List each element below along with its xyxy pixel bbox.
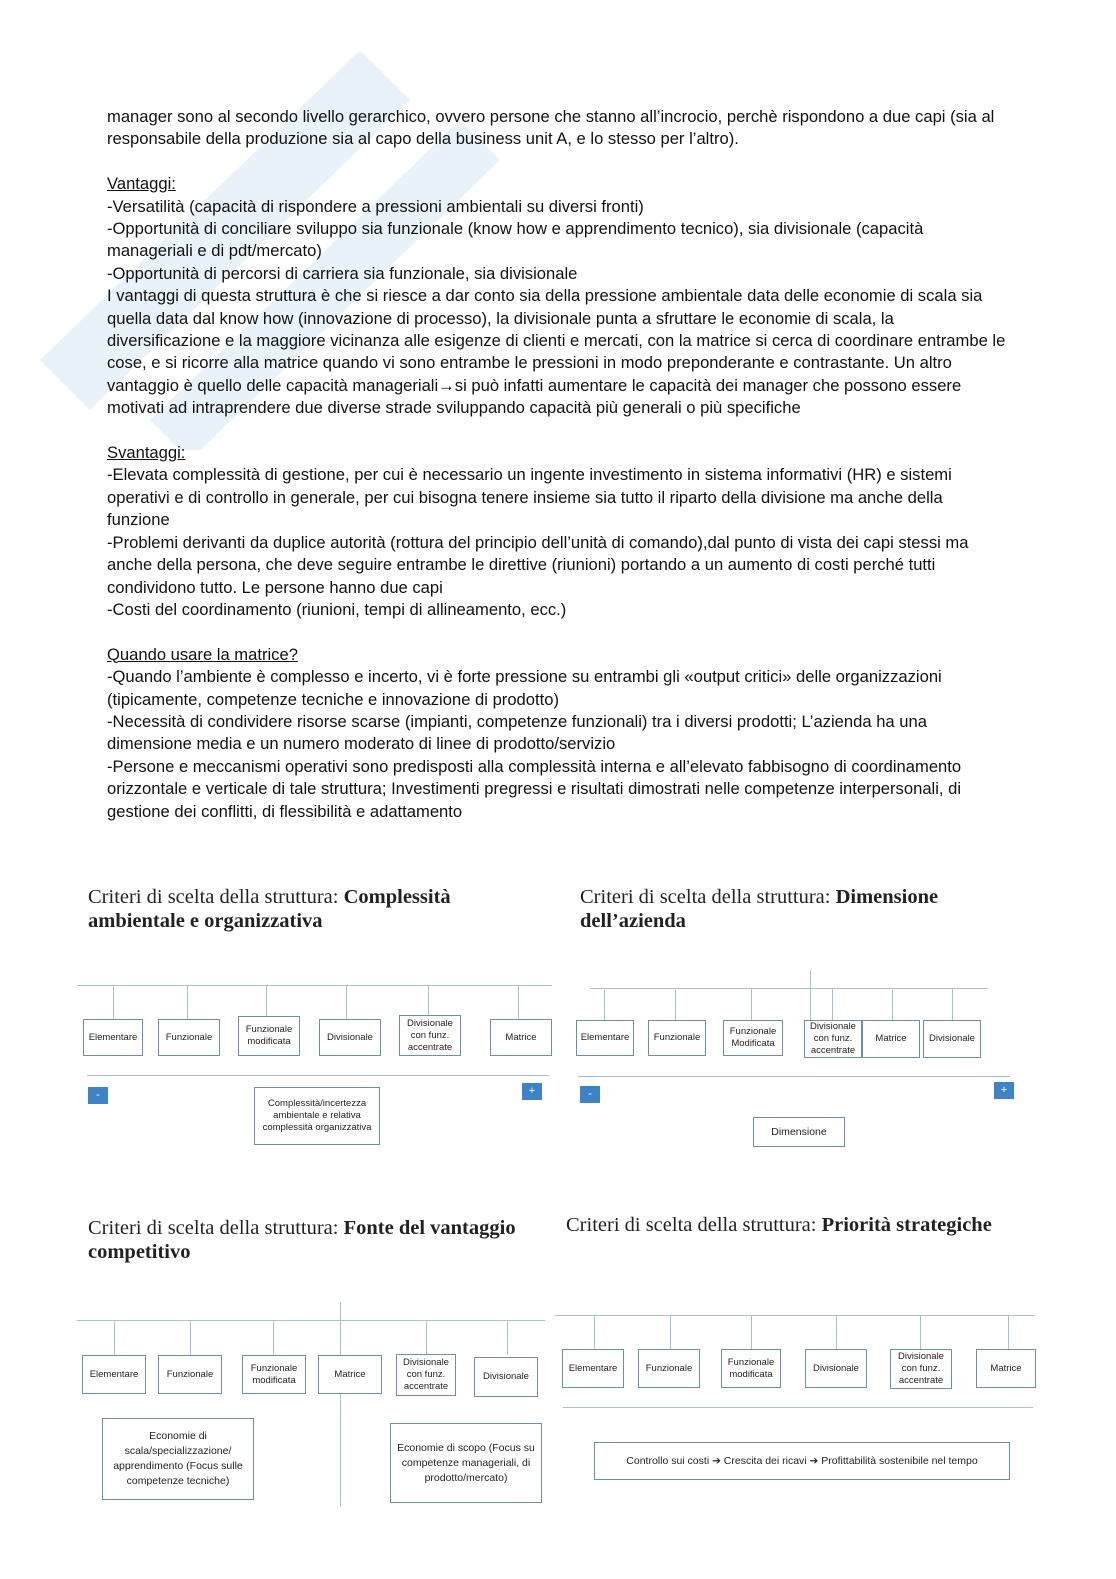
slide-4-box-elementare: Elementare (562, 1349, 624, 1388)
slide-4-axis (563, 1407, 1033, 1408)
paragraph: manager sono al secondo livello gerarchico, ovvero persone che stanno all’incrocio, perchè rispondono a due capi (sia al responsabile della produzione sia al capo della business unit A, e lo stesso per l’altro). (107, 107, 995, 149)
connector (346, 985, 347, 1019)
paragraph: -Persone e meccanismi operativi sono predisposti alla complessità interna e all’elevato fabbisogno di coordinamento orizzontale e verticale di tale struttura; Investimenti pregressi e risultati dimostrati nelle competenze interpersonali, di gestione dei conflitti, di flessibilità e adattamento (107, 756, 962, 821)
slide-1-axis (87, 1075, 549, 1076)
slide-2-box-funzionale-modificata: Funzionale Modificata (723, 1020, 783, 1056)
paragraph: I vantaggi di questa struttura è che si riesce a dar conto sia della pressione ambientale data delle economie di scala sia quella data dal know how (innovazione di processo), la divisionale punta a sfruttare le economie di scala, la diversificazione e la maggiore vicinanza alle esigenze di clienti e mercati, con la matrice si cerca di coordinare entrambe le cose, e si ricorre alla matrice quando vi sono entrambe le pressioni in modo preponderante e contrastante. Un altro vantaggio è quello delle capacità manageriali→si può infatti aumentare le capacità dei manager che possono essere motivati ad intraprendere due diverse strade sviluppando capacità più generali o più specifiche (107, 286, 1006, 418)
connector (426, 1320, 427, 1355)
paragraph: -Opportunità di conciliare sviluppo sia funzionale (know how e apprendimento tecnico), sia divisionale (capacità manageriali e di pdt/mercato) (107, 219, 924, 261)
paragraph: -Quando l’ambiente è complesso e incerto, vi è forte pressione su entrambi gli «output critici» delle organizzazioni (tipicamente, competenze tecniche e innovazione di prodotto) (107, 667, 942, 709)
connector (836, 1315, 837, 1349)
connector (751, 988, 752, 1020)
connector (428, 985, 429, 1015)
slide-3-box-elementare: Elementare (82, 1355, 146, 1394)
connector (113, 985, 114, 1019)
slide-2-axis-label: Dimensione (753, 1117, 845, 1147)
paragraph: -Elevata complessità di gestione, per cui è necessario un ingente investimento in sistema informativi (HR) e sistemi operativi e di controllo in generale, per cui bisogna tenere insieme sia tutto il riparto della divisione ma anche della funzione (107, 465, 952, 530)
plus-icon: + (994, 1082, 1014, 1099)
connector (670, 1315, 671, 1349)
slide-4-title: Criteri di scelta della struttura: Priorità strategiche (566, 1214, 992, 1236)
minus-icon: - (580, 1086, 600, 1103)
slide-2-title: Criteri di scelta della struttura: Dimensione dell’azienda (580, 886, 939, 932)
slide-3-box-matrice: Matrice (318, 1355, 382, 1394)
section-heading: Vantaggi: (107, 174, 176, 194)
slide-4-box-funzionale-modificata: Funzionale modificata (721, 1349, 781, 1388)
slide-2-top-line (590, 988, 988, 989)
connector (751, 1315, 752, 1349)
slide-1-box-funzionale-modificata: Funzionale modificata (238, 1016, 300, 1056)
connector (273, 1320, 274, 1355)
slide-3-box-funzionale-modificata: Funzionale modificata (242, 1355, 306, 1394)
slide-1-box-elementare: Elementare (83, 1019, 143, 1056)
connector (604, 988, 605, 1020)
connector (594, 1315, 595, 1349)
connector (952, 988, 953, 1020)
paragraph: -Problemi derivanti da duplice autorità (rottura del principio dell’unità di comando),dal punto di vista dei capi stessi ma anche della persona, che deve seguire entrambe le direttive (riunioni) portando a un aumento di costi perché tutti condividono tutto. Le persone hanno due capi (107, 532, 969, 597)
paragraph: -Necessità di condividere risorse scarse (impianti, competenze funzionali) tra i diversi prodotti; L’azienda ha una dimensione media e un numero moderato di linee di prodotto/servizio (107, 711, 927, 754)
slide-3-label-right: Economie di scopo (Focus su competenze manageriali, di prodotto/mercato) (390, 1423, 542, 1503)
slide-2-box-divisionale: Divisionale (923, 1020, 981, 1058)
slide-3-title: Criteri di scelta della struttura: Fonte del vantaggio competitivo (88, 1217, 516, 1263)
slide-4-box-divisionale-accentrate: Divisionale con funz. accentrate (890, 1349, 952, 1389)
slide-2-axis (578, 1076, 1010, 1077)
divider-line (340, 1302, 341, 1507)
plus-icon: + (522, 1083, 542, 1100)
slide-1-top-line (77, 985, 552, 986)
connector (518, 985, 519, 1019)
connector (810, 970, 811, 1020)
slide-2-box-elementare: Elementare (576, 1020, 634, 1056)
connector (507, 1320, 508, 1355)
slide-3-label-left: Economie di scala/specializzazione/ apprendimento (Focus sulle competenze tecniche) (102, 1418, 254, 1500)
connector (920, 1315, 921, 1349)
connector (832, 988, 833, 1020)
paragraph: -Versatilità (capacità di rispondere a pressioni ambientali su diversi fronti) (107, 196, 644, 216)
connector (1008, 1315, 1009, 1349)
connector (675, 988, 676, 1020)
minus-icon: - (88, 1087, 108, 1104)
slide-4-axis-label: Controllo sui costi ➔ Crescita dei ricavi ➔ Profittabilità sostenibile nel tempo (594, 1442, 1010, 1480)
slide-1-box-matrice: Matrice (490, 1019, 552, 1056)
section-heading: Quando usare la matrice? (107, 644, 298, 664)
slide-1-box-divisionale-accentrate: Divisionale con funz. accentrate (399, 1015, 461, 1056)
connector (892, 988, 893, 1020)
slide-3-box-funzionale: Funzionale (158, 1355, 222, 1394)
slide-1-axis-label: Complessità/incertezza ambientale e relativa complessità organizzativa (254, 1087, 380, 1145)
connector (187, 985, 188, 1019)
connector (190, 1320, 191, 1355)
connector (114, 1320, 115, 1355)
slide-4-box-funzionale: Funzionale (638, 1349, 700, 1388)
slide-1-title: Criteri di scelta della struttura: Complessità ambientale e organizzativa (88, 886, 451, 932)
slide-3-top-line (77, 1320, 545, 1321)
slide-1-box-divisionale: Divisionale (319, 1019, 381, 1056)
slide-2-box-matrice: Matrice (862, 1020, 920, 1058)
section-heading: Svantaggi: (107, 443, 186, 463)
slide-2-box-divisionale-accentrate: Divisionale con funz. accentrate (804, 1020, 862, 1058)
slide-3-box-divisionale: Divisionale (474, 1357, 538, 1397)
paragraph: -Opportunità di percorsi di carriera sia funzionale, sia divisionale (107, 263, 578, 283)
paragraph: -Costi del coordinamento (riunioni, tempi di allineamento, ecc.) (107, 599, 567, 619)
slide-4-box-divisionale: Divisionale (805, 1349, 867, 1388)
slide-4-top-line (555, 1315, 1035, 1316)
slide-1-box-funzionale: Funzionale (158, 1019, 220, 1056)
connector (266, 985, 267, 1019)
slide-2-box-funzionale: Funzionale (648, 1020, 706, 1056)
slide-4-box-matrice: Matrice (976, 1349, 1036, 1388)
slide-3-box-divisionale-accentrate: Divisionale con funz. accentrate (396, 1354, 456, 1396)
